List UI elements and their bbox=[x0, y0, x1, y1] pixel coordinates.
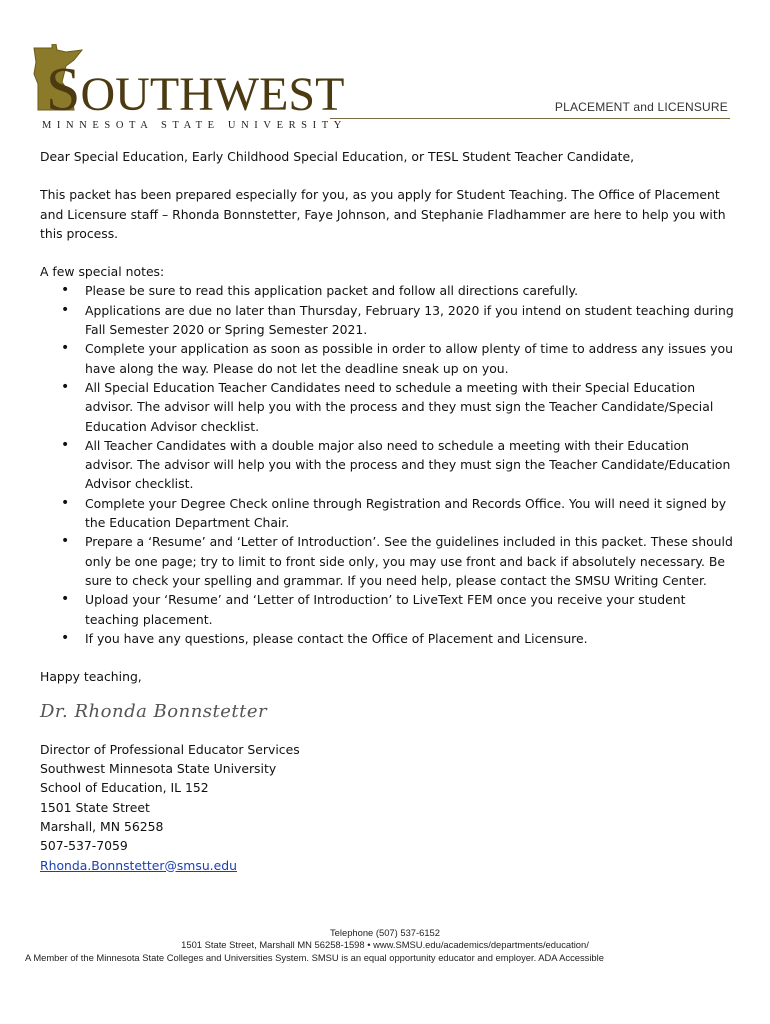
salutation: Dear Special Education, Early Childhood Special Education, or TESL Student Teacher Candidate, bbox=[40, 149, 635, 164]
list-item: • Applications are due no later than Thursday, February 13, 2020 if you intend on student teaching during Fall Semester 2020 or Spring Semester 2021. bbox=[40, 301, 740, 340]
list-item: • All Special Education Teacher Candidates need to schedule a meeting with their Special Education advisor. The advisor will help you with the process and they must sign the Teacher Candidate/Special Education Advisor checklist. bbox=[40, 378, 740, 436]
list-item: • Complete your Degree Check online through Registration and Records Office. You will need it signed by the Education Department Chair. bbox=[40, 494, 740, 533]
list-item: • Please be sure to read this application packet and follow all directions carefully. bbox=[40, 281, 740, 300]
footer-address: 1501 State Street, Marshall MN 56258-1598 • www.SMSU.edu/academics/departments/education/ bbox=[181, 939, 589, 951]
list-item: • Complete your application as soon as possible in order to allow plenty of time to address any issues you have along the way. Please do not let the deadline sneak up on you. bbox=[40, 339, 740, 378]
header-divider bbox=[330, 118, 730, 119]
university-logo bbox=[30, 44, 347, 136]
logo-initial: S bbox=[46, 56, 81, 124]
list-item: • All Teacher Candidates with a double major also need to schedule a meeting with their Education advisor. The advisor will help you with the process and they must sign the Teacher Candidate/Education Advisor checklist. bbox=[40, 436, 740, 494]
page-footer bbox=[0, 927, 770, 964]
logo-subtitle: MINNESOTA STATE UNIVERSITY bbox=[42, 120, 347, 131]
logo-word-rest: OUTHWEST bbox=[80, 68, 345, 121]
signer-title: Director of Professional Educator Services bbox=[40, 741, 300, 757]
intro-paragraph: This packet has been prepared especially for you, as you apply for Student Teaching. The Office of Placement and Licensure staff – Rhonda Bonnstetter, Faye Johnson, and Stephanie Fladhammer are here to help you with this process. bbox=[40, 187, 726, 241]
signer-office: School of Education, IL 152 bbox=[40, 780, 209, 796]
notes-list bbox=[40, 281, 740, 648]
letter-body bbox=[40, 147, 740, 875]
footer-telephone: Telephone (507) 537-6152 bbox=[330, 927, 440, 938]
notes-heading: A few special notes: bbox=[40, 264, 165, 280]
signer-phone: 507-537-7059 bbox=[40, 838, 128, 854]
signer-street: 1501 State Street bbox=[40, 799, 150, 815]
footer-member-statement: A Member of the Minnesota State Colleges and Universities System. SMSU is an equal opportunity educator and employer. ADA Accessible bbox=[25, 951, 604, 963]
department-label: PLACEMENT and LICENSURE bbox=[554, 100, 728, 114]
logo-wordmark bbox=[46, 56, 345, 124]
signer-city: Marshall, MN 56258 bbox=[40, 818, 164, 834]
closing: Happy teaching, bbox=[40, 669, 142, 685]
signature: Dr. Rhonda Bonnstetter bbox=[40, 701, 268, 723]
list-item: • If you have any questions, please contact the Office of Placement and Licensure. bbox=[40, 629, 740, 648]
list-item: • Prepare a ‘Resume’ and ‘Letter of Introduction’. See the guidelines included in this packet. These should only be one page; try to limit to front side only, you may use front and back if absolutely necessary. Be sure to check your spelling and grammar. If you need help, please contact the SMSU Writing Center. bbox=[40, 532, 740, 590]
email-link[interactable]: Rhonda.Bonnstetter@smsu.edu bbox=[40, 857, 237, 873]
list-item: • Upload your ‘Resume’ and ‘Letter of Introduction’ to LiveText FEM once you receive your student teaching placement. bbox=[40, 590, 740, 629]
signer-university: Southwest Minnesota State University bbox=[40, 761, 277, 777]
